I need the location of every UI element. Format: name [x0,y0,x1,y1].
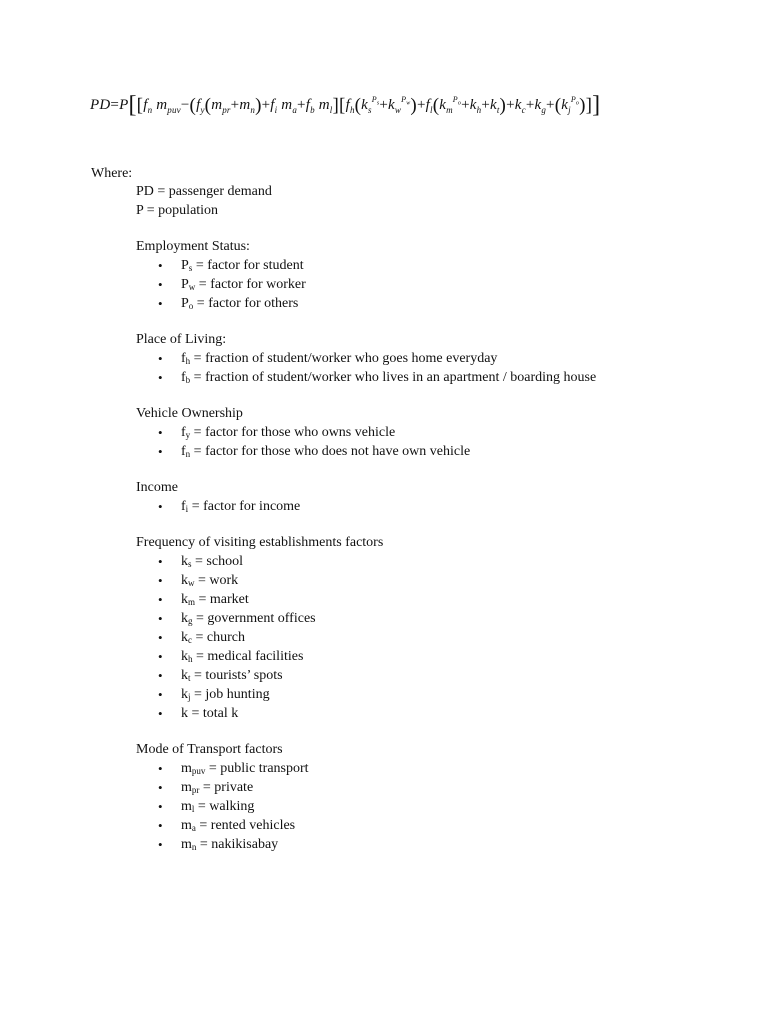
bullet-icon: • [158,499,163,514]
list-item [136,816,736,835]
bullet-list [136,552,736,723]
symbol-base: k [181,630,188,645]
list-item [136,797,736,816]
symbol-base: P [181,258,189,273]
list-item [136,704,736,723]
list-item [136,778,736,797]
bullet-list [136,497,736,516]
where-label: Where: [91,166,133,181]
bullet-icon: • [158,425,163,440]
bullet-icon: • [158,370,163,385]
symbol-definition: = private [199,780,254,795]
list-item [136,256,736,275]
definitions [136,183,736,854]
symbol-subscript: a [191,823,196,833]
list-item [136,628,736,647]
list-item [136,571,736,590]
bullet-icon: • [158,554,163,569]
symbol-base: f [181,425,186,440]
bullet-icon: • [158,780,163,795]
symbol-definition: = rented vehicles [195,818,296,833]
symbol-definition: = factor for those who does not have own vehicle [190,444,471,459]
symbol-subscript: y [185,430,191,440]
definition-pd: PD = passenger demand [136,184,272,199]
symbol-base: f [181,499,186,514]
section-title: Frequency of visiting establishments factors [136,534,384,550]
section-spacer [136,516,736,534]
symbol-base: k [181,649,188,664]
bullet-icon: • [158,837,163,852]
bullet-list [136,349,736,387]
symbol-base: k [181,706,188,721]
symbol-base: f [181,351,186,366]
bracket-open-2: [ [136,95,144,116]
symbol-definition: = tourists’ spots [190,668,283,683]
symbol-definition: = nakikisabay [196,837,279,852]
symbol-subscript: c [188,635,192,645]
symbol-base: P [181,296,189,311]
symbol-subscript: pr [191,785,200,795]
formula-term-fn-mpuv: $f_n$ $m_{puv}$ [143,97,181,115]
formula-population: P [119,97,129,113]
symbol-subscript: n [185,449,191,459]
symbol-definition: = factor for student [192,258,304,273]
symbol-base: m [181,837,192,852]
symbol-definition: = job hunting [190,687,270,702]
list-item [136,368,736,387]
bullet-icon: • [158,258,163,273]
section-title: Place of Living: [136,331,227,347]
definition-p: P = population [136,202,219,218]
symbol-definition: = factor for those who owns vehicle [190,425,396,440]
formula-term-kc-kg-kj: $k_c+k_g+(k_j^{P_o})$ [514,95,586,116]
paren-open-1: ( [189,95,197,116]
definition-sections [136,220,736,854]
bracket-open-1: [ [128,92,137,118]
symbol-base: m [181,818,192,833]
symbol-definition: = government offices [192,611,316,626]
bullet-list [136,423,736,461]
bracket-open-3: [ [339,95,346,116]
formula-term-fy: $f_y(m_{pr}+m_n)$ [196,95,262,116]
bullet-list [136,256,736,313]
symbol-base: f [181,370,186,385]
bullet-icon: • [158,687,163,702]
passenger-demand-formula: $PD=P[[f_n$ $m_{puv}-(f_y(m_{pr}+m_n)+f_i$ $m_a+f_b$ $m_l][f_h(k_s^{P_s}+k_w^{P_w})+f_l(k_m^{P_o}+k_h+k_t)+k_c+k_g+(k_j^{P_o})]$] [90,92,601,118]
bullet-icon: • [158,573,163,588]
symbol-subscript: s [188,263,193,273]
bullet-icon: • [158,630,163,645]
section-spacer [136,313,736,331]
section-spacer [136,220,736,238]
bullet-icon: • [158,649,163,664]
symbol-base: m [181,780,192,795]
symbol-definition: = church [192,630,245,645]
section-title: Income [136,479,178,495]
symbol-base: m [181,761,192,776]
symbol-subscript: h [185,356,191,366]
bracket-close-1: ] [592,92,601,118]
bullet-icon: • [158,799,163,814]
section-title: Employment Status: [136,238,250,254]
list-item [136,442,736,461]
formula-lhs: PD [90,97,111,113]
bullet-icon: • [158,668,163,683]
symbol-definition: = walking [194,799,255,814]
symbol-definition: = factor for worker [195,277,306,292]
bullet-icon: • [158,611,163,626]
bullet-icon: • [158,706,163,721]
list-item [136,685,736,704]
section-title: Vehicle Ownership [136,405,243,421]
symbol-subscript: j [188,692,191,702]
symbol-subscript: o [188,301,194,311]
symbol-subscript: w [188,578,195,588]
symbol-subscript: t [188,673,191,683]
symbol-base: P [181,277,189,292]
symbol-base: k [181,687,188,702]
bullet-icon: • [158,761,163,776]
list-item [136,666,736,685]
symbol-subscript: m [188,597,196,607]
list-item [136,590,736,609]
section-spacer [136,461,736,479]
symbol-base: k [181,554,188,569]
list-item [136,275,736,294]
symbol-definition: = market [195,592,249,607]
section-title: Mode of Transport factors [136,741,283,757]
formula-term-fb-ml: $f_b$ $m_l$ [305,97,333,115]
symbol-subscript: w [188,282,196,292]
symbol-subscript: i [185,504,189,514]
section-spacer [136,387,736,405]
symbol-base: k [181,592,188,607]
symbol-base: m [181,799,192,814]
bracket-close-3: ] [585,95,593,116]
symbol-definition: = fraction of student/worker who goes home everyday [190,351,498,366]
symbol-subscript: s [188,559,192,569]
bullet-icon: • [158,277,163,292]
list-item [136,349,736,368]
symbol-subscript: n [191,842,197,852]
bullet-icon: • [158,818,163,833]
bullet-icon: • [158,592,163,607]
list-item [136,609,736,628]
symbol-definition: = factor for income [188,499,301,514]
bullet-icon: • [158,351,163,366]
formula-minus: − [180,97,190,113]
symbol-definition: = school [191,554,243,569]
list-item [136,423,736,442]
bullet-icon: • [158,444,163,459]
formula-term-fh: $f_h(k_s^{P_s}+k_w^{P_w})$ [345,95,417,116]
symbol-base: f [181,444,186,459]
bullet-list [136,759,736,854]
list-item [136,552,736,571]
list-item [136,835,736,854]
symbol-definition: = public transport [205,761,309,776]
symbol-subscript: b [185,375,191,385]
symbol-subscript: g [188,616,193,626]
formula-term-fi-ma: $f_i$ $m_a$ [270,97,298,115]
list-item [136,759,736,778]
symbol-subscript: h [188,654,193,664]
symbol-subscript: puv [191,766,206,776]
symbol-base: k [181,611,188,626]
symbol-definition: = factor for others [193,296,299,311]
symbol-definition: = work [194,573,239,588]
symbol-base: k [181,573,188,588]
symbol-subscript: l [191,804,195,814]
bracket-close-2: ] [332,95,340,116]
list-item [136,647,736,666]
formula-term-fl: $f_l(k_m^{P_o}+k_h+k_t)$ [425,95,507,116]
list-item [136,497,736,516]
symbol-definition: = fraction of student/worker who lives in an apartment / boarding house [190,370,597,385]
symbol-base: k [181,668,188,683]
symbol-definition: = medical facilities [192,649,304,664]
section-spacer [136,723,736,741]
formula-equals: = [110,97,120,113]
bullet-icon: • [158,296,163,311]
symbol-definition: = total k [188,706,239,721]
list-item [136,294,736,313]
